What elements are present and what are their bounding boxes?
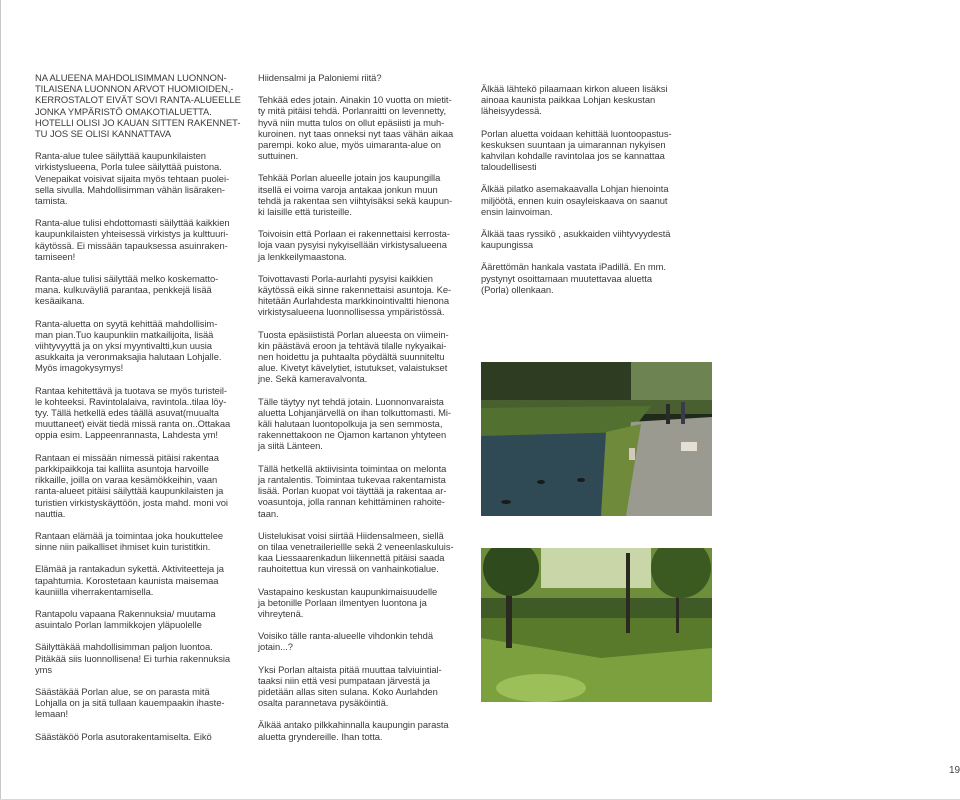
photo-shoreline-path-image — [481, 362, 712, 516]
paragraph: Uistelukisat voisi siirtää Hiidensalmeen, siellä on tilaa venetraileriellle sekä 2 veneenlaskuluis- kaa Liessaarenkadun liikennettä pitäisi saada rauhoitettua kun viressä on vanhainkotialue. — [258, 529, 454, 575]
paragraph: Säilyttäkää mahdollisimman paljon luontoa. Pitäkää siis luonnollisena! Ei turhia rakennuksia yms — [35, 641, 231, 675]
paragraph: Tälle täytyy nyt tehdä jotain. Luonnonvaraista aluetta Lohjanjärvellä on ihan tolkuttomasti. Mi- käli halutaan luontopolkuja ja sen semmosta, rakennettakoon ne Ojamon kartanon yhtyteen ja siitä Länteen. — [258, 395, 451, 452]
paragraph: Ranta-alue tulisi ehdottomasti säilyttää kaikkien kaupunkilaisten yhteisessä virkistys ja kulttuuri- käytössä. Ei missään tapauksessa asuinraken- tamiseen! — [35, 217, 230, 262]
page-number: 19 — [949, 765, 960, 776]
paragraph: Älkää lähtekö pilaamaan kirkon alueen lisäksi ainoaa kaunista paikkaa Lohjan keskustan läheisyydessä. — [481, 83, 668, 117]
paragraph: Säästäköö Porla asutorakentamiselta. Eikö — [35, 730, 212, 742]
paragraph: Vastapaino keskustan kaupunkimaisuudelle ja betonille Porlaan ilmentyen luontona ja vihreytenä. — [258, 585, 438, 619]
paragraph: Rantapolu vapaana Rakennuksia/ muutama asuintalo Porlan lammikkojen yläpuolelle — [35, 607, 216, 631]
text-column-3 — [481, 83, 706, 306]
text-column-1 — [35, 72, 250, 753]
paragraph: Rantaan elämää ja toimintaa joka houkuttelee sinne niin paikalliset ihmiset kuin turistitkin. — [35, 529, 224, 553]
paragraph: NA ALUEENA MAHDOLISIMMAN LUONNON- TILAISENA LUONNON ARVOT HUOMIOIDEN,- KERROSTALOT EIVÄT SOVI RANTA-ALUEELLE JONKA YMPÄRISTÖ OMAKOTIALUETTA. HOTELLI OLISI JO KAUAN SITTEN RAKENNET- TU JOS SE OLISI KANNATTAVA — [35, 72, 241, 140]
paragraph: Toivoisin että Porlaan ei rakennettaisi kerrosta- loja vaan pysyisi nykyisellään virkistysalueena ja lenkkeilymaastona. — [258, 228, 450, 262]
paragraph: Porlan aluetta voidaan kehittää luontoopastus- keskuksen suuntaan ja uimarannan nykyisen kahvilan kohdalle ravintolaa jos se kannattaa taloudellisesti — [481, 127, 672, 173]
paragraph: Älkää taas ryssikö , asukkaiden viihtyvyydestä kaupungissa — [481, 228, 671, 251]
paragraph: Säästäkää Porlan alue, se on parasta mitä Lohjalla on ja sitä tullaan kauempaakin ihaste- lemaan! — [35, 685, 225, 720]
photo-green-park-image — [481, 548, 712, 702]
paragraph: Voisiko tälle ranta-alueelle vihdonkin tehdä jotain...? — [258, 630, 434, 653]
paragraph: Rantaa kehitettävä ja tuotava se myös turisteil- le kohteeksi. Ravintolalaiva, ravintola..tilaa löy- tyy. Tällä hetkellä edes täällä asuvat(muualta muuttaneet) eivät tiedä missä ranta on..Ottakaa oppia esim. Lappeenrannasta, Lahdesta ym! — [35, 384, 231, 441]
paragraph: Toivottavasti Porla-aurlahti pysyisi kaikkien käytössä eikä sinne rakennettaisi asuntoja. Ke- hitetään Aurlahdesta markkinointivaltti hienona virkistysalueena luonnollisessa ympäristössä. — [258, 272, 452, 318]
paragraph: Tehkää Porlan alueelle jotain jos kaupungilla itsellä ei voima varoja antakaa jonkun muun tehdä ja rakentaa sen viihtyisäksi sekä kaupun- ki laisille että turisteille. — [258, 172, 453, 218]
paragraph: Tehkää edes jotain. Ainakin 10 vuotta on mietit- ty mitä pitäisi tehdä. Porlanraitti on levennetty, hyvä niin mutta tulos on ollut epäsiisti ja muh- kuroinen. nyt taas onneksi nyt taas vähän aikaa parempi. koko alue, myös uimaranta-alue on suttuinen. — [258, 94, 454, 162]
paragraph: Ranta-aluetta on syytä kehittää mahdollisim- man pian.Tuo kaupunkiin matkailijoita, lisää viihtyvyyttä ja on yksi myyntivaltti,kun uusia asukkaita ja veronmaksajia halutaan Lohjalle. Myös imagokysymys! — [35, 317, 222, 374]
paragraph: Hiidensalmi ja Paloniemi riitä? — [258, 72, 382, 83]
paragraph: Älkää antako pilkkahinnalla kaupungin parasta aluetta gryndereille. Ihan totta. — [258, 719, 449, 742]
paragraph: Rantaan ei missään nimessä pitäisi rakentaa parkkipaikkoja tai kalliita asuntoja harvoille rikkaille, joilla on varaa kesämökkeihin, vaan ranta-alueet pitäisi säilyttää kaupunkilaisten ja turistien virkistyskäyttöön, josta mahd. moni voi nauttia. — [35, 451, 228, 519]
paragraph: Tällä hetkellä aktiivisinta toimintaa on melonta ja rantalentis. Toimintaa tukevaa rakentamista lisää. Porlan kuopat voi täyttää ja rakentaa ar- voasuntoja, jolla rannan kehittäminen rahoite- taan. — [258, 462, 447, 519]
paragraph: Ranta-alue tulee säilyttää kaupunkilaisten virkistyslueena, Porla tulee säilyttää puistona. Venepaikat voisivat sijaita myös tehtaan puolei- sella sivulla. Mahdollisimman vähän lisäraken- tamista. — [35, 150, 230, 207]
paragraph: Elämää ja rantakadun sykettä. Aktiviteetteja ja tapahtumia. Korostetaan kaunista maisemaa kauniilla viherrakentamisella. — [35, 563, 224, 597]
photo-shoreline-path — [481, 362, 712, 516]
paragraph: Ranta-alue tulisi säilyttää melko koskematto- mana. kulkuväyliä parantaa, penkkejä lisää kesäaikana. — [35, 273, 219, 307]
page-left-edge — [0, 0, 1, 800]
paragraph: Älkää pilatko asemakaavalla Lohjan hienointa miljöötä, ennen kuin osayleiskaava on saanut ensin lainvoiman. — [481, 183, 669, 217]
photo-green-park — [481, 548, 712, 702]
paragraph: Yksi Porlan altaista pitää muuttaa talviuintial- taaksi niin että vesi pumpataan järvestä ja pidetään allas siten sulana. Koko Aurlahden osalta parannetava pysäköintiä. — [258, 663, 442, 709]
paragraph: Äärettömän hankala vastata iPadillä. En mm. pystynyt osoittamaan muutettavaa aluetta (Porla) ollenkaan. — [481, 261, 666, 295]
paragraph: Tuosta epäsiististä Porlan alueesta on viimein- kin päästävä eroon ja tehtävä tilalle nykyaikai- nen hoidettu ja puhtaalta pöydältä suunniteltu alue. Kivetyt kävelytiet, istutukset, valaistukset jne. Sekä kameravalvonta. — [258, 328, 449, 385]
text-column-2 — [258, 72, 468, 753]
